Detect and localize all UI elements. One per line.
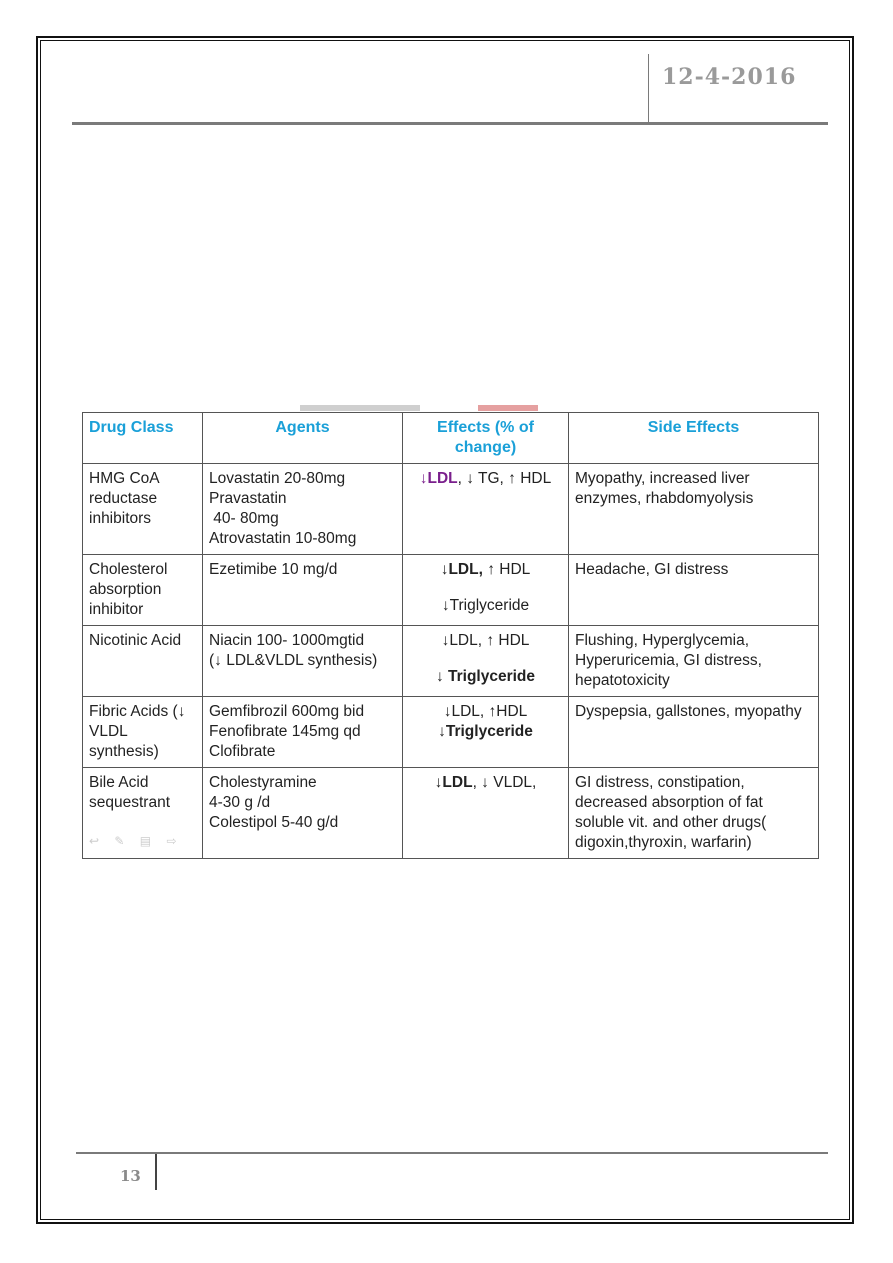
drug-table	[82, 412, 819, 859]
header-date: 12-4-2016	[662, 64, 797, 90]
drug-class-label: Bile Acid sequestrant	[89, 774, 170, 811]
side-effects-cell: Headache, GI distress	[569, 555, 819, 626]
effects-cell	[403, 464, 569, 555]
header-effects: Effects (% of change)	[403, 413, 569, 464]
agent-line: 4-30 g /d	[209, 794, 271, 811]
effects-cell	[403, 768, 569, 859]
agent-line: 40- 80mg	[209, 510, 279, 527]
page-number: 13	[120, 1167, 141, 1185]
header-agents: Agents	[203, 413, 403, 464]
agents-cell	[203, 697, 403, 768]
table-header-row	[83, 413, 819, 464]
side-effects-cell: Dyspepsia, gallstones, myopathy	[569, 697, 819, 768]
table-row	[83, 555, 819, 626]
effect-rest: , ↓ VLDL,	[472, 774, 537, 791]
agent-line: (↓ LDL&VLDL synthesis)	[209, 652, 378, 669]
effect-ldl: ↓LDL	[434, 774, 473, 791]
effect-line: ↓LDL, ↑HDL	[443, 703, 528, 720]
side-effects-cell: GI distress, constipation, decreased absorption of fat soluble vit. and other drugs( digoxin,thyroxin, warfarin)	[569, 768, 819, 859]
header-side-effects: Side Effects	[569, 413, 819, 464]
agent-line: Fenofibrate 145mg qd	[209, 723, 361, 740]
effect-line: ↓LDL, ↑ HDL	[441, 632, 530, 649]
effect-rest: , ↓ TG, ↑ HDL	[457, 470, 552, 487]
agent-line: Ezetimibe 10 mg/d	[209, 561, 338, 578]
agents-cell	[203, 626, 403, 697]
cropped-title-fragment	[478, 405, 538, 411]
side-effects-cell	[569, 626, 819, 697]
agent-line: Pravastatin	[209, 490, 287, 507]
effects-cell	[403, 626, 569, 697]
agents-cell	[203, 464, 403, 555]
header-drug-class: Drug Class	[83, 413, 203, 464]
cropped-title-fragment	[300, 405, 420, 411]
drug-class-cell: HMG CoA reductase inhibitors	[83, 464, 203, 555]
faint-toolbar-icons: ↩ ✎ ▤ ⇨	[89, 834, 183, 848]
agent-line: Cholestyramine	[209, 774, 317, 791]
agent-line: Niacin 100- 1000mgtid	[209, 632, 365, 649]
footer-divider	[155, 1154, 157, 1190]
side-effect-line: Hyperuricemia, GI distress, hepatotoxicity	[575, 652, 762, 689]
drug-class-cell: Fibric Acids (↓ VLDL synthesis)	[83, 697, 203, 768]
agent-line: Atrovastatin 10-80mg	[209, 530, 357, 547]
drug-class-cell: Nicotinic Acid	[83, 626, 203, 697]
footer-rule	[76, 1152, 828, 1154]
agents-cell	[203, 768, 403, 859]
drug-class-cell: Cholesterol absorption inhibitor	[83, 555, 203, 626]
agent-line: Clofibrate	[209, 743, 276, 760]
drug-class-cell	[83, 768, 203, 859]
agent-line: Gemfibrozil 600mg bid	[209, 703, 365, 720]
agent-line: Lovastatin 20-80mg	[209, 470, 346, 487]
effect-triglyceride: ↓ Triglyceride	[435, 668, 536, 685]
table-row	[83, 626, 819, 697]
effect-hdl: ↑ HDL	[482, 561, 531, 578]
table-row	[83, 464, 819, 555]
effects-cell	[403, 697, 569, 768]
effect-ldl: ↓LDL	[419, 470, 458, 487]
table-row	[83, 697, 819, 768]
agents-cell	[203, 555, 403, 626]
table-row	[83, 768, 819, 859]
header-rule	[72, 122, 828, 125]
effects-cell	[403, 555, 569, 626]
header-divider	[648, 54, 649, 124]
agent-line: Colestipol 5-40 g/d	[209, 814, 339, 831]
effect-triglyceride: ↓Triglyceride	[441, 597, 530, 614]
effect-ldl: ↓LDL,	[440, 561, 483, 578]
side-effects-cell: Myopathy, increased liver enzymes, rhabdomyolysis	[569, 464, 819, 555]
effect-triglyceride: ↓Triglyceride	[438, 723, 533, 740]
side-effect-line: Flushing, Hyperglycemia,	[575, 632, 750, 649]
